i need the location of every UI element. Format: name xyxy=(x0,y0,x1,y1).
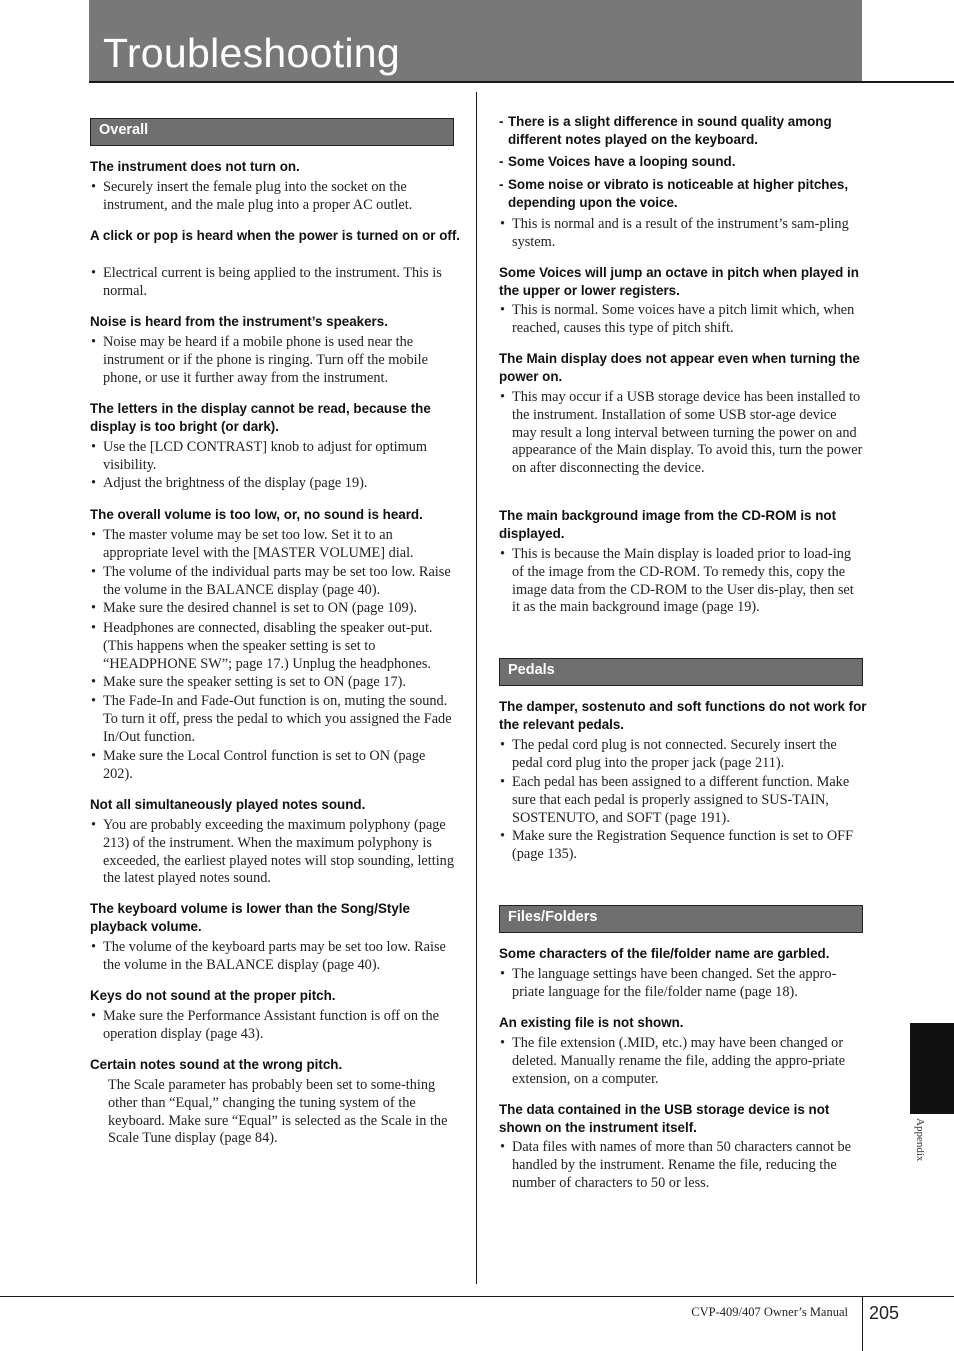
question-heading: The Main display does not appear even when turning the power on. xyxy=(499,351,860,384)
question-heading: Some Voices will jump an octave in pitch when played in the upper or lower registers. xyxy=(499,265,859,298)
page-title: Troubleshooting xyxy=(103,30,401,76)
answer-bullet: • The Fade-In and Fade-Out function is on, muting the sound. To turn it off, press the pedal to which you assigned the Fade In/Out function. xyxy=(91,693,452,745)
symptom-item: - Some noise or vibrato is noticeable at higher pitches, depending upon the voice. xyxy=(499,177,849,210)
answer-bullet: • Make sure the Local Control function is set to ON (page 202). xyxy=(91,748,426,782)
answer-bullet: • Adjust the brightness of the display (page 19). xyxy=(91,475,368,491)
answer-bullet: • Make sure the desired channel is set to ON (page 109). xyxy=(91,600,418,616)
answer-paragraph: The Scale parameter has probably been set to some-thing other than “Equal,” changing the tuning system of the keyboard. Make sure “Equal” is selected as the Scale in the Scale Tune display (page 84). xyxy=(108,1077,448,1147)
answer-bullet: • Make sure the speaker setting is set to ON (page 17). xyxy=(91,674,406,690)
answer-bullet: • This may occur if a USB storage device has been installed to the instrument. Installation of some USB stor-age device may result a long interval between turning the power on and appearance of the Main display. To avoid this, turn the power on after disconnecting the device. xyxy=(500,389,863,477)
question-heading: Some characters of the file/folder name are garbled. xyxy=(499,946,830,961)
question-heading: The overall volume is too low, or, no sound is heard. xyxy=(90,507,423,522)
question-heading: Not all simultaneously played notes sound. xyxy=(90,797,366,812)
answer-bullet: • The pedal cord plug is not connected. Securely insert the pedal cord plug into the proper jack (page 211). xyxy=(500,737,837,771)
column-divider xyxy=(476,92,477,1284)
answer-bullet: • The master volume may be set too low. Set it to an appropriate level with the [MASTER VOLUME] dial. xyxy=(91,527,414,561)
answer-bullet: • Noise may be heard if a mobile phone is used near the instrument or if the phone is ringing. Turn off the mobile phone, or use it further away from the instrument. xyxy=(91,334,428,386)
answer-bullet: • Use the [LCD CONTRAST] knob to adjust for optimum visibility. xyxy=(91,439,428,473)
appendix-label: Appendix xyxy=(914,1118,926,1162)
answer-bullet: • Securely insert the female plug into the socket on the instrument, and the male plug into a proper AC outlet. xyxy=(91,179,413,213)
symptom-item: - There is a slight difference in sound quality among different notes played on the keyboard. xyxy=(499,114,832,147)
answer-bullet: • The volume of the individual parts may be set too low. Raise the volume in the BALANCE display (page 40). xyxy=(91,564,451,598)
question-heading: The main background image from the CD-ROM is not displayed. xyxy=(499,508,837,541)
question-heading: The letters in the display cannot be read, because the display is too bright (or dark). xyxy=(90,401,431,434)
footer-manual-title: CVP-409/407 Owner’s Manual xyxy=(691,1305,848,1319)
title-bar xyxy=(89,0,862,81)
appendix-side-tab xyxy=(910,1023,954,1114)
footer-rule xyxy=(0,1296,954,1297)
answer-bullet: • Make sure the Registration Sequence function is set to OFF (page 135). xyxy=(500,828,854,862)
answer-bullet: • Each pedal has been assigned to a different function. Make sure that each pedal is properly assigned to SUS-TAIN, SOSTENUTO, and SOFT (page 191). xyxy=(500,774,850,826)
section-header-files: Files/Folders xyxy=(499,905,863,933)
footer-divider xyxy=(862,1296,863,1351)
answer-bullet: • Headphones are connected, disabling the speaker out-put. (This happens when the speaker setting is set to “HEADPHONE SW”; page 17.) Unplug the headphones. xyxy=(91,620,433,672)
title-rule xyxy=(89,81,954,83)
question-heading: The instrument does not turn on. xyxy=(90,159,300,174)
answer-bullet: • The file extension (.MID, etc.) may have been changed or deleted. Manually rename the file, adding the appro-priate extension, on a computer. xyxy=(500,1035,846,1087)
question-heading: The damper, sostenuto and soft functions do not work for the relevant pedals. xyxy=(499,699,867,732)
answer-bullet: • Make sure the Performance Assistant function is off on the operation display (page 43). xyxy=(91,1008,440,1042)
answer-bullet: • The language settings have been changed. Set the appro-priate language for the file/folder name (page 18). xyxy=(500,966,837,1000)
answer-bullet: • Data files with names of more than 50 characters cannot be handled by the instrument. Rename the file, reducing the number of characters to 50 or less. xyxy=(500,1139,852,1191)
section-header-overall: Overall xyxy=(90,118,454,146)
question-heading: Keys do not sound at the proper pitch. xyxy=(90,988,336,1003)
answer-bullet: • You are probably exceeding the maximum polyphony (page 213) of the instrument. When the maximum polyphony is exceeded, the earliest played notes will stop sounding, letting the latest played notes sound. xyxy=(91,817,454,887)
answer-bullet: • This is normal. Some voices have a pitch limit which, when reached, causes this type of pitch shift. xyxy=(500,302,855,336)
answer-bullet: • This is because the Main display is loaded prior to load-ing of the image from the CD-ROM. To remedy this, copy the image data from the CD-ROM to the User dis-play, then set it as the main background image (page 19). xyxy=(500,546,854,616)
question-heading: An existing file is not shown. xyxy=(499,1015,684,1030)
section-header-pedals: Pedals xyxy=(499,658,863,686)
question-heading: The data contained in the USB storage device is not shown on the instrument itself. xyxy=(499,1102,830,1135)
page-number: 205 xyxy=(869,1303,900,1323)
question-heading: Certain notes sound at the wrong pitch. xyxy=(90,1057,343,1072)
question-heading: A click or pop is heard when the power is turned on or off. xyxy=(90,228,461,243)
question-heading: The keyboard volume is lower than the Song/Style playback volume. xyxy=(90,901,410,934)
question-heading: Noise is heard from the instrument’s speakers. xyxy=(90,314,388,329)
answer-bullet: • Electrical current is being applied to the instrument. This is normal. xyxy=(91,265,442,299)
answer-bullet: • This is normal and is a result of the instrument’s sam-pling system. xyxy=(500,216,849,250)
answer-bullet: • The volume of the keyboard parts may be set too low. Raise the volume in the BALANCE display (page 40). xyxy=(91,939,446,973)
symptom-item: - Some Voices have a looping sound. xyxy=(499,154,736,169)
